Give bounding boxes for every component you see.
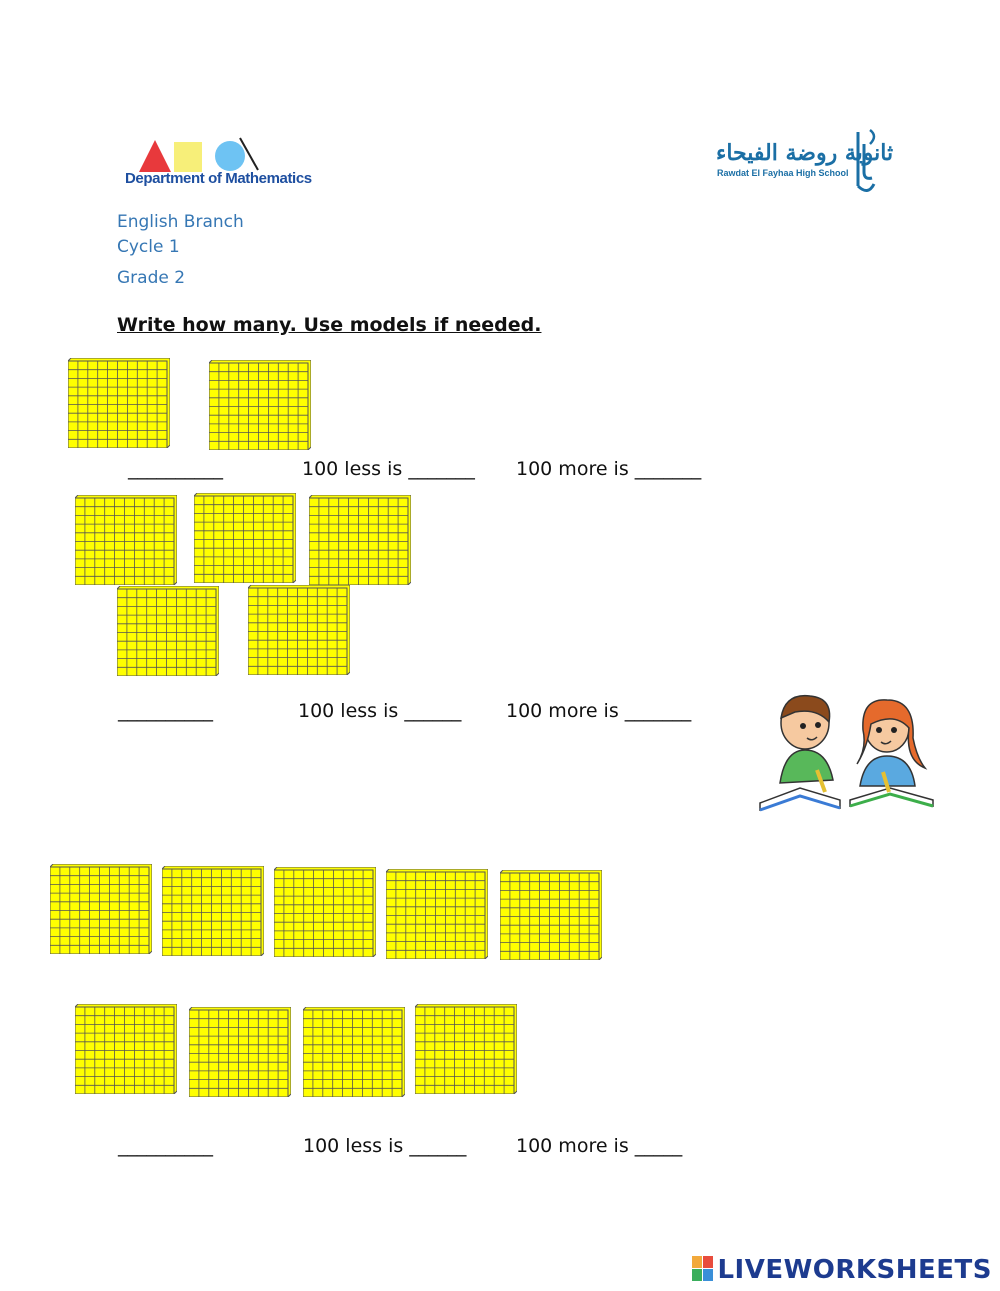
hundred-flat (68, 358, 170, 448)
exercise-3-less (303, 1135, 466, 1157)
hundred-flat (162, 866, 264, 956)
hundred-flat (309, 495, 411, 585)
cycle-label: Cycle 1 (117, 237, 180, 257)
exercise-3-answer-blank[interactable]: __________ (118, 1135, 213, 1157)
hundred-flat (189, 1007, 291, 1097)
exercise-2-answer-blank[interactable]: __________ (118, 700, 213, 722)
branch-label: English Branch (117, 212, 244, 232)
liveworksheets-logo-icon (692, 1256, 714, 1289)
hundred-flat (117, 586, 219, 676)
school-emblem-icon (850, 124, 886, 201)
shapes-icon (118, 130, 298, 175)
hundred-flat (75, 495, 177, 585)
hundred-flat (194, 493, 296, 583)
exercise-1-less (302, 458, 475, 480)
hundred-flat (50, 864, 152, 954)
grade-label: Grade 2 (117, 268, 186, 288)
hundred-flat (303, 1007, 405, 1097)
brand-text: LIVEWORKSHEETS (717, 1255, 992, 1285)
school-name-arabic: ثانوية روضة الفيحاء (716, 140, 894, 166)
exercise-1-more-blank[interactable]: _______ (634, 458, 702, 480)
exercise-2-less (298, 700, 461, 722)
department-logo-text: Department of Mathematics (125, 170, 312, 187)
more-label: 100 more is (506, 700, 619, 722)
exercise-1-less-blank[interactable]: _______ (408, 458, 475, 480)
department-logo (118, 130, 298, 200)
less-label: 100 less is (298, 700, 399, 722)
less-label: 100 less is (302, 458, 403, 480)
liveworksheets-brand (692, 1255, 992, 1289)
more-label: 100 more is (516, 458, 629, 480)
exercise-3-less-blank[interactable]: ______ (409, 1135, 467, 1157)
exercise-3-more (516, 1135, 682, 1157)
exercise-2-less-blank[interactable]: ______ (404, 700, 462, 722)
hundred-flat (415, 1004, 517, 1094)
hundred-flat (274, 867, 376, 957)
exercise-1-answer-blank[interactable]: __________ (128, 458, 223, 480)
hundred-flat (500, 870, 602, 960)
exercise-3-more-blank[interactable]: _____ (634, 1135, 683, 1157)
kids-reading-illustration (755, 688, 940, 813)
hundred-flat (209, 360, 311, 450)
school-name-english: Rawdat El Fayhaa High School (717, 168, 849, 178)
exercise-2-more (506, 700, 691, 722)
hundred-flat (75, 1004, 177, 1094)
exercise-1-more (516, 458, 701, 480)
exercise-2-more-blank[interactable]: _______ (624, 700, 692, 722)
less-label: 100 less is (303, 1135, 404, 1157)
hundred-flat (386, 869, 488, 959)
hundred-flat (248, 585, 350, 675)
instruction-heading: Write how many. Use models if needed. (117, 314, 542, 336)
more-label: 100 more is (516, 1135, 629, 1157)
